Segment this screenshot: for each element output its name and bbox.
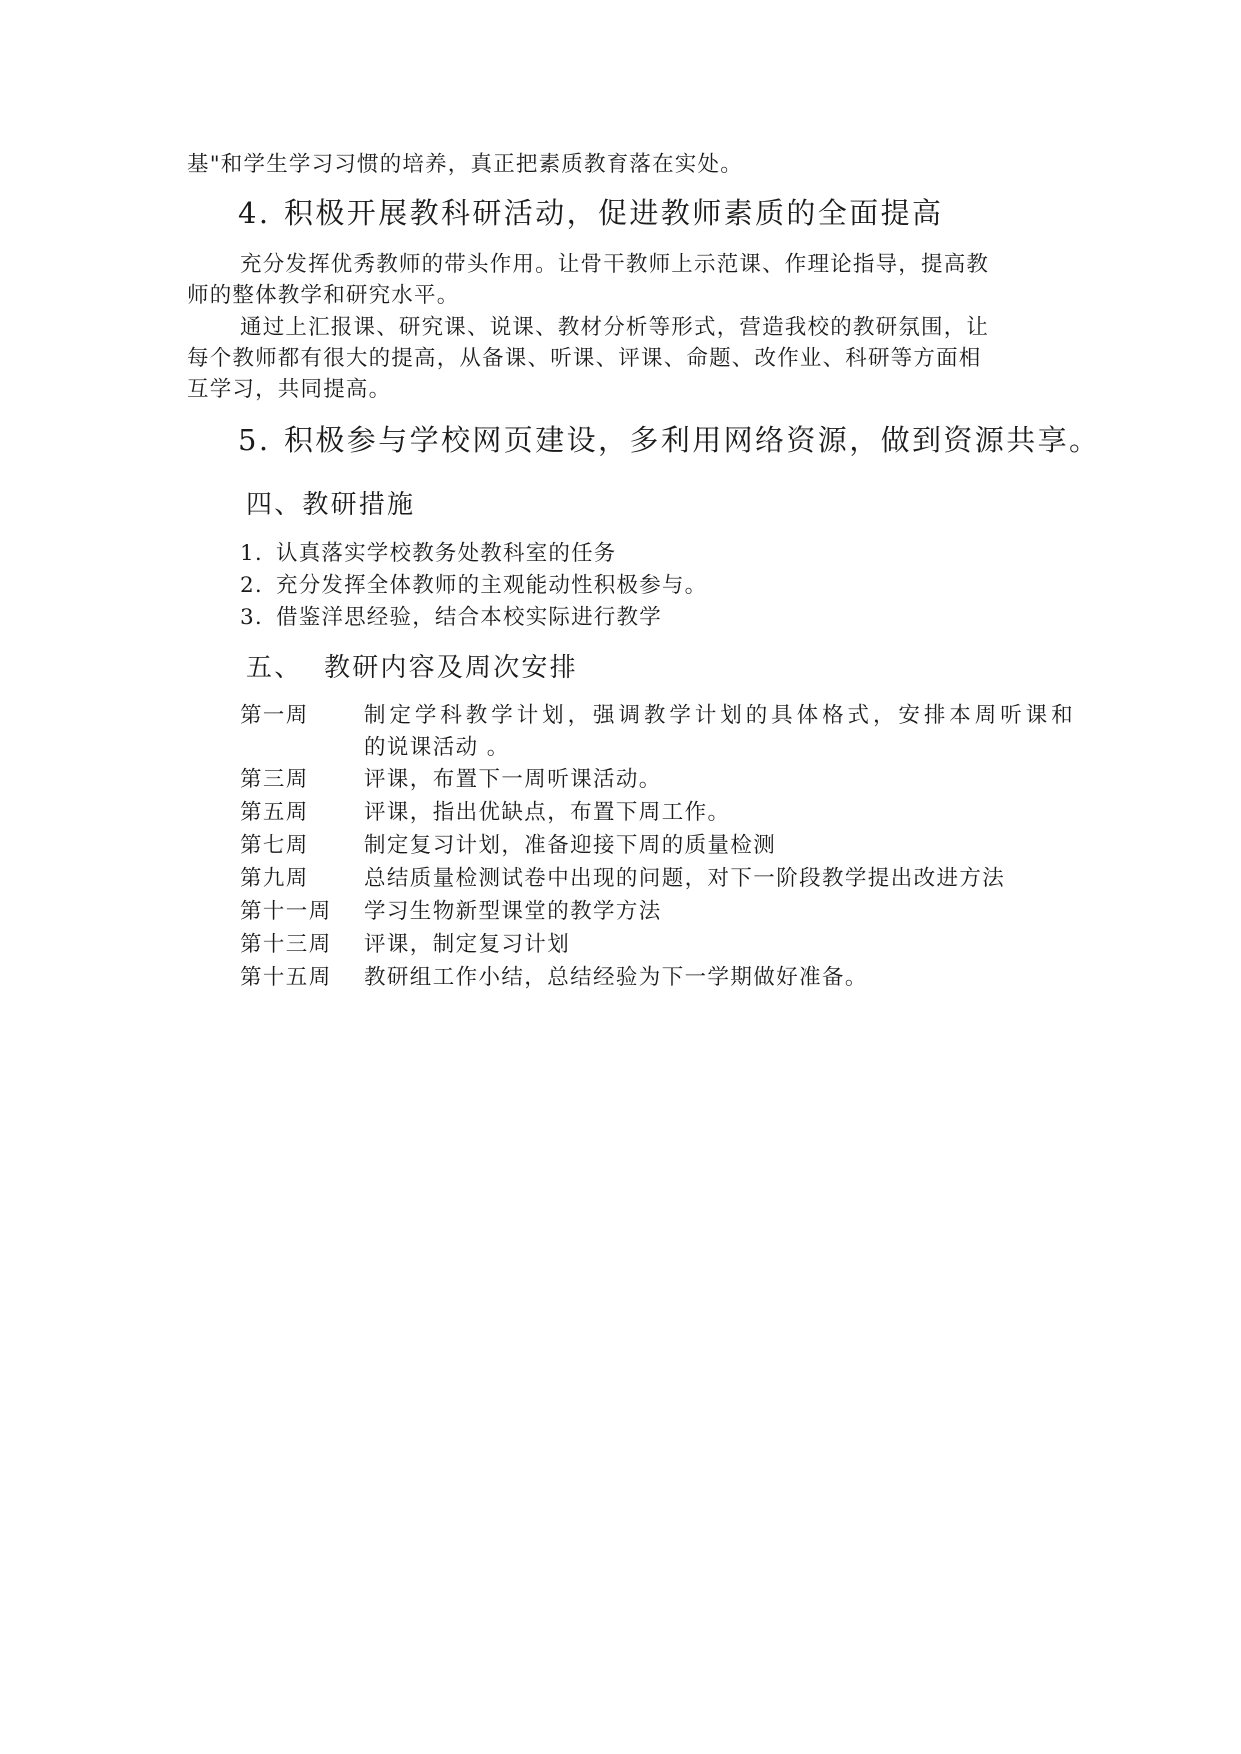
paragraph-continuation: 基"和学生学习习惯的培养，真正把素质教育落在实处。 [187, 152, 743, 177]
schedule-task-line: 的说课活动 。 [364, 735, 510, 760]
measure-item [240, 571, 707, 601]
measure-item [240, 539, 617, 569]
schedule-task: 评课，布置下一周听课活动。 [364, 767, 662, 792]
section-5-title: 积极参与学校网页建设，多利用网络资源，做到资源共享。 [284, 423, 1101, 457]
schedule-task: 评课，指出优缺点，布置下周工作。 [364, 800, 731, 825]
measure-item [240, 603, 662, 633]
schedule-week: 第十一周 [240, 899, 332, 924]
schedule-task: 教研组工作小结，总结经验为下一学期做好准备。 [364, 965, 868, 990]
heading-measures: 四、教研措施 [246, 490, 416, 520]
schedule-week: 第三周 [240, 767, 309, 792]
section-4-number: 4. [238, 196, 271, 230]
schedule-week: 第九周 [240, 866, 309, 891]
schedule-task [364, 700, 1074, 764]
schedule-task: 评课，制定复习计划 [364, 932, 571, 957]
measure-text: 借鉴洋思经验，结合本校实际进行教学 [276, 605, 662, 630]
schedule-task: 制定复习计划，准备迎接下周的质量检测 [364, 833, 777, 858]
schedule-week: 第七周 [240, 833, 309, 858]
schedule-task-line: 制定学科教学计划，强调教学计划的具体格式，安排本周听课和 [364, 703, 1074, 728]
section-4-heading [238, 194, 943, 232]
schedule-week: 第五周 [240, 800, 309, 825]
schedule-week: 第十五周 [240, 965, 332, 990]
section-4-para1-line2: 师的整体教学和研究水平。 [187, 283, 460, 308]
heading-schedule-number: 五、 [246, 653, 303, 683]
section-4-para2-line1: 通过上汇报课、研究课、说课、教材分析等形式，营造我校的教研氛围，让 [240, 315, 990, 340]
section-4-title: 积极开展教科研活动，促进教师素质的全面提高 [284, 196, 944, 230]
measure-number: 1. [240, 541, 263, 566]
schedule-row [240, 700, 1074, 764]
section-4-para2-line3: 互学习，共同提高。 [187, 377, 392, 402]
section-5-number: 5. [238, 423, 271, 457]
schedule-week: 第十三周 [240, 932, 332, 957]
measure-text: 充分发挥全体教师的主观能动性积极参与。 [276, 573, 708, 598]
schedule-task: 总结质量检测试卷中出现的问题，对下一阶段教学提出改进方法 [364, 866, 1006, 891]
measure-number: 3. [240, 605, 263, 630]
heading-schedule [246, 651, 578, 685]
section-4-para1-line1: 充分发挥优秀教师的带头作用。让骨干教师上示范课、作理论指导，提高教 [240, 252, 990, 277]
section-4-para2-line2: 每个教师都有很大的提高，从备课、听课、评课、命题、改作业、科研等方面相 [187, 346, 982, 371]
schedule-week: 第一周 [240, 703, 309, 728]
measure-text: 认真落实学校教务处教科室的任务 [276, 541, 617, 566]
schedule-task: 学习生物新型课堂的教学方法 [364, 899, 662, 924]
measure-number: 2. [240, 573, 263, 598]
heading-schedule-title: 教研内容及周次安排 [324, 653, 578, 683]
section-5-heading [238, 421, 1100, 459]
